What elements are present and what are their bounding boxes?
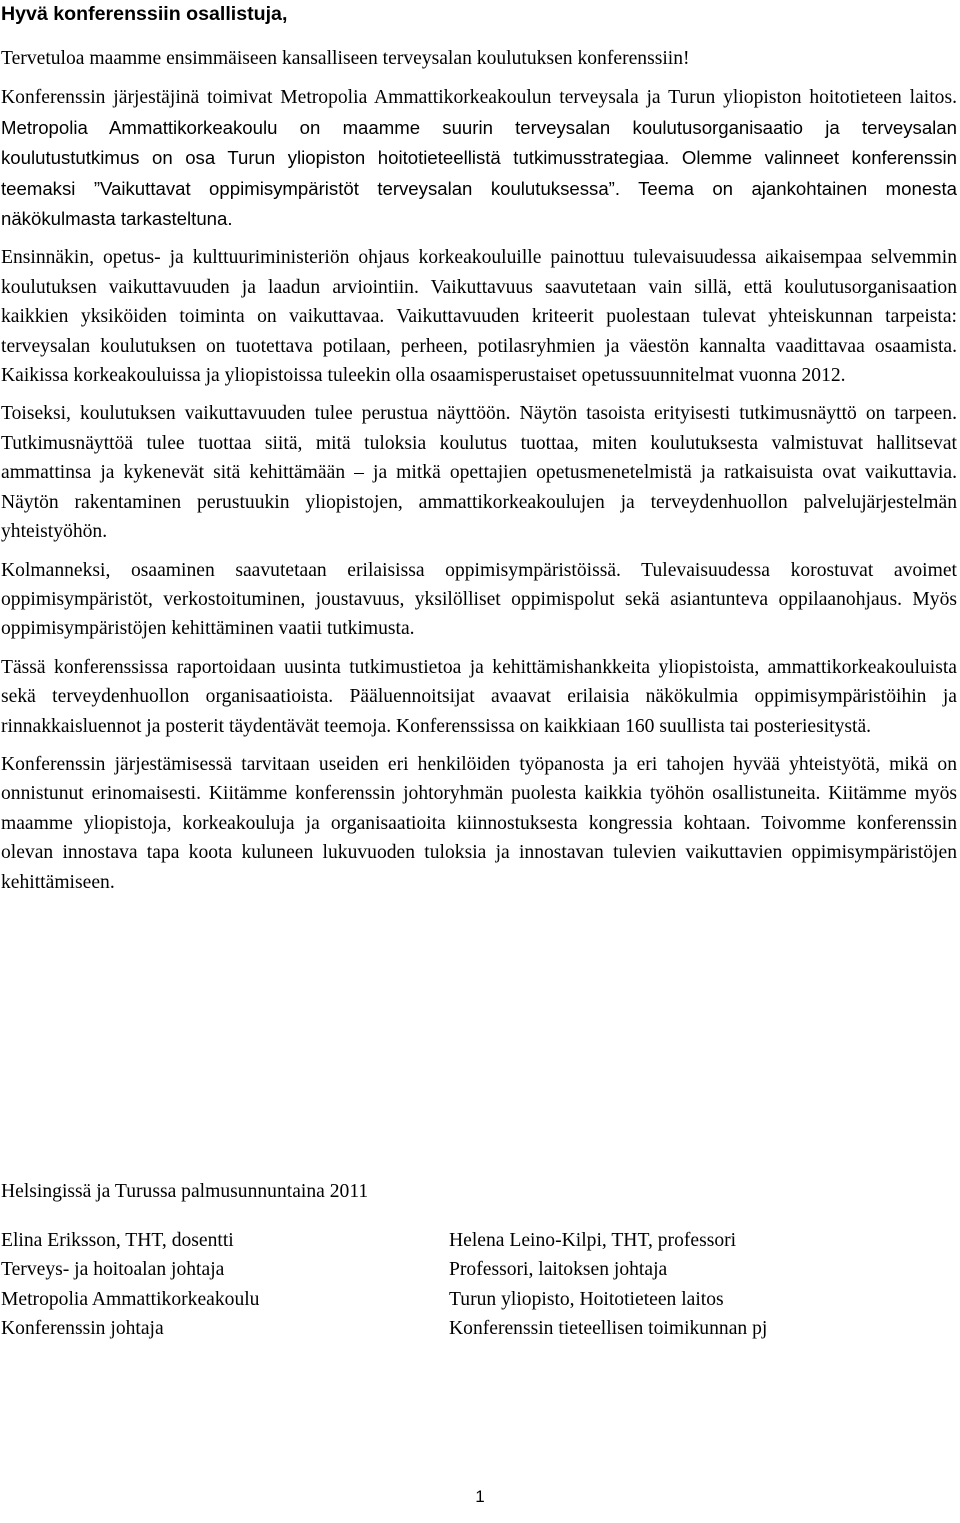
paragraph-organizers — [1, 82, 957, 234]
paragraph-thanks: Konferenssin järjestämisessä tarvitaan useiden eri henkilöiden työpanosta ja eri tahojen hyvää yhteistyötä, mikä on onnistunut erinomaisesti. Kiitämme konferenssin johtoryhmän puolesta kaikkia työhön osallistuneita. Kiitämme myös maamme yliopistoja, korkeakouluja ja organisaatioita kiinnostuksesta kongressia kohtaan. Toivomme konferenssin olevan innostava tapa koota kuluneen lukuvuoden tuloksia ja innostavan tulevien vaikuttavien oppimisympäristöjen kehittämiseen. — [1, 753, 957, 893]
paragraph-organizers-sans-2: Olemme valinneet konferenssin teemaksi ”Vaikuttavat oppimisympäristöt terveysalan koulutuksessa”. — [1, 147, 957, 199]
welcome-paragraph: Tervetuloa maamme ensimmäiseen kansalliseen terveysalan koulutuksen konferenssiin! — [1, 48, 690, 69]
paragraph-conference: Tässä konferenssissa raportoidaan uusinta tutkimustietoa ja kehittämishankkeita yliopistoista, ammattikorkeakouluista sekä terveydenhuollon organisaatioista. Pääluennoitsijat avaavat erilaisia näkökulmia oppimisympäristöihin ja rinnakkaisluennot ja posterit täydentävät teemoja. Konferenssissa on kaikkiaan 160 suullista tai posteriesitystä. — [1, 656, 957, 737]
signature-right-title: Professori, laitoksen johtaja — [449, 1259, 668, 1281]
signature-right — [449, 1226, 767, 1344]
place-date: Helsingissä ja Turussa palmusunnuntaina 2011 — [1, 1181, 369, 1202]
greeting: Hyvä konferenssiin osallistuja, — [1, 3, 288, 25]
paragraph-organizers-sans-3: Teema on ajankohtainen monesta näkökulmasta tarkasteltuna. — [1, 177, 957, 230]
page-number: 1 — [475, 1487, 485, 1506]
paragraph-firstly: Ensinnäkin, opetus- ja kulttuuriministeriön ohjaus korkeakouluille painottuu tulevaisuudessa aikaisempaa selvemmin koulutuksen vaikuttavuuden ja laadun arviointiin. Vaikuttavuus saavutetaan vain sillä, että koulutusorganisaation kaikkien yksiköiden toiminta on vaikuttavaa. Vaikuttavuuden kriteerit puolestaan tulevat yhteiskunnan tarpeista: terveysalan koulutuksen on tuotettava potilaan, perheen, potilasryhmien ja väestön kannalta vaadittavaa osaamista. Kaikissa korkeakouluissa ja yliopistoissa tuleekin olla osaamisperustaiset opetussuunnitelmat vuonna 2012. — [1, 247, 957, 387]
signature-left-title: Terveys- ja hoitoalan johtaja — [1, 1259, 225, 1281]
paragraph-secondly: Toiseksi, koulutuksen vaikuttavuuden tulee perustua näyttöön. Näytön tasoista erityisesti tutkimusnäyttö on tarpeen. Tutkimusnäyttöä tulee tuottaa siitä, mitä tuloksia koulutus tuottaa, miten koulutuksesta valmistuvat hallitsevat ammattinsa ja kykenevät sitä kehittämään – ja mitkä opettajien opetusmenetelmistä ja ratkaisuista ovat vaikuttavia. Näytön rakentaminen perustuukin yliopistojen, ammattikorkeakoulujen ja terveydenhuollon palvelujärjestelmän yhteistyöhön. — [1, 403, 957, 543]
signature-left — [1, 1226, 259, 1344]
signature-right-role: Konferenssin tieteellisen toimikunnan pj — [449, 1318, 768, 1340]
paragraph-thirdly: Kolmanneksi, osaaminen saavutetaan erilaisissa oppimisympäristöissä. Tulevaisuudessa korostuvat avoimet oppimisympäristöt, verkostoituminen, joustavuus, yksilölliset oppimispolut sekä asiantunteva oppilaanohjaus. Myös oppimisympäristöjen kehittäminen vaatii tutkimusta. — [1, 559, 957, 640]
signature-left-name: Elina Eriksson, THT, dosentti — [1, 1230, 234, 1251]
signature-right-organization: Turun yliopisto, Hoitotieteen laitos — [449, 1288, 724, 1310]
signature-right-name: Helena Leino-Kilpi, THT, professori — [449, 1230, 737, 1251]
paragraph-organizers-sans-1: Metropolia Ammattikorkeakoulu on maamme suurin terveysalan koulutusorganisaatio ja terveysalan koulutustutkimus on osa Turun yliopiston hoitotieteellistä tutkimusstrategiaa. — [1, 116, 957, 169]
paragraph-organizers-serif: Konferenssin järjestäjinä toimivat Metropolia Ammattikorkeakoulun terveysala ja Turun yliopiston hoitotieteen laitos. — [1, 87, 957, 109]
signature-left-role: Konferenssin johtaja — [1, 1318, 164, 1340]
signature-left-organization: Metropolia Ammattikorkeakoulu — [1, 1288, 260, 1310]
